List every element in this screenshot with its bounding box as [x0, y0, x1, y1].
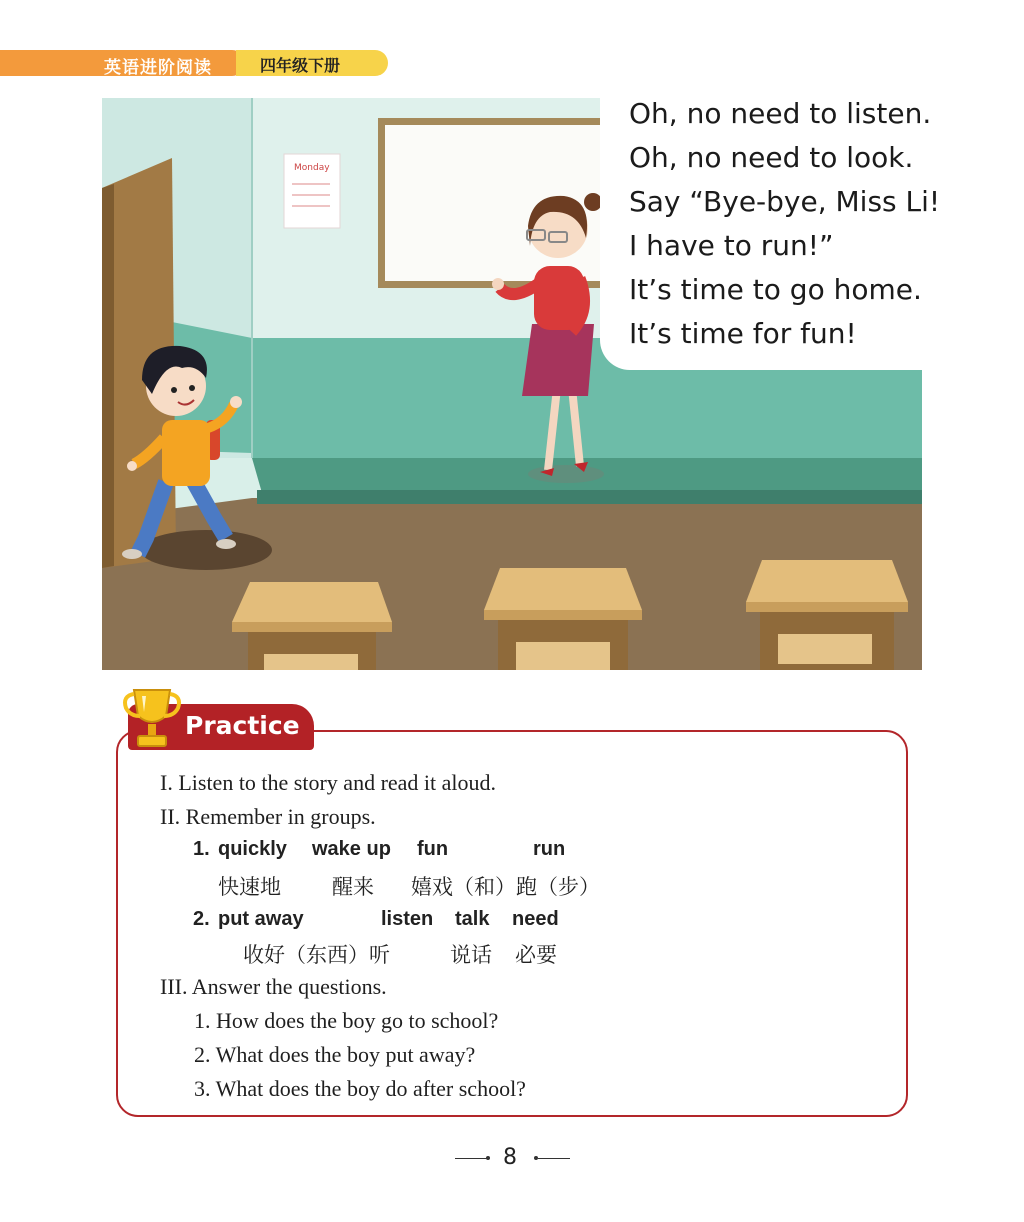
vocab-word: put away	[218, 908, 304, 930]
vocab-meaning: 醒来	[332, 875, 374, 899]
vocab-meaning: 快速地	[218, 875, 281, 899]
series-banner	[0, 50, 245, 76]
practice-item-1: I. Listen to the story and read it aloud.	[160, 770, 497, 795]
vocab-word: talk	[455, 908, 490, 930]
vocab-meaning: 收好（东西）听	[243, 943, 390, 967]
vocab-word: wake up	[312, 838, 391, 860]
practice-item-3: III. Answer the questions.	[160, 974, 387, 999]
grade-label: 四年级下册	[260, 56, 341, 75]
story-line: I have to run!”	[629, 229, 834, 262]
vocab-word: need	[512, 908, 559, 930]
story-text	[629, 92, 940, 356]
page-number-rule	[455, 1158, 487, 1159]
vocab-meaning: 必要	[515, 943, 557, 967]
trophy-icon	[120, 682, 184, 752]
vocab-word: run	[533, 838, 566, 860]
desk	[232, 582, 392, 670]
practice-item-2: II. Remember in groups.	[160, 804, 376, 829]
vocab-meaning: 嬉戏（和）跑（步）	[411, 875, 600, 899]
vocab-word: quickly	[218, 838, 287, 860]
series-title: 英语进阶阅读	[104, 58, 212, 78]
vocab-word: listen	[381, 908, 434, 930]
grade-banner	[236, 50, 388, 76]
practice-title: Practice	[185, 711, 300, 740]
page-number-dot	[486, 1156, 490, 1160]
story-line: Oh, no need to look.	[629, 141, 914, 174]
page-number: 8	[503, 1145, 517, 1170]
desk	[746, 560, 908, 670]
question: 2. What does the boy put away?	[194, 1042, 476, 1067]
page-number-rule	[538, 1158, 570, 1159]
question: 1. How does the boy go to school?	[194, 1008, 499, 1033]
desk	[484, 568, 642, 670]
story-line: Say “Bye-bye, Miss Li!	[629, 185, 941, 218]
story-line: It’s time to go home.	[629, 273, 922, 306]
calendar-label: Monday	[294, 163, 330, 173]
vocab-meaning: 说话	[450, 943, 492, 967]
question: 3. What does the boy do after school?	[194, 1076, 526, 1101]
story-line: It’s time for fun!	[629, 317, 857, 350]
story-line: Oh, no need to listen.	[629, 97, 932, 130]
vocab-number: 1.	[193, 838, 210, 860]
vocab-number: 2.	[193, 908, 210, 930]
vocab-word: fun	[417, 838, 449, 860]
